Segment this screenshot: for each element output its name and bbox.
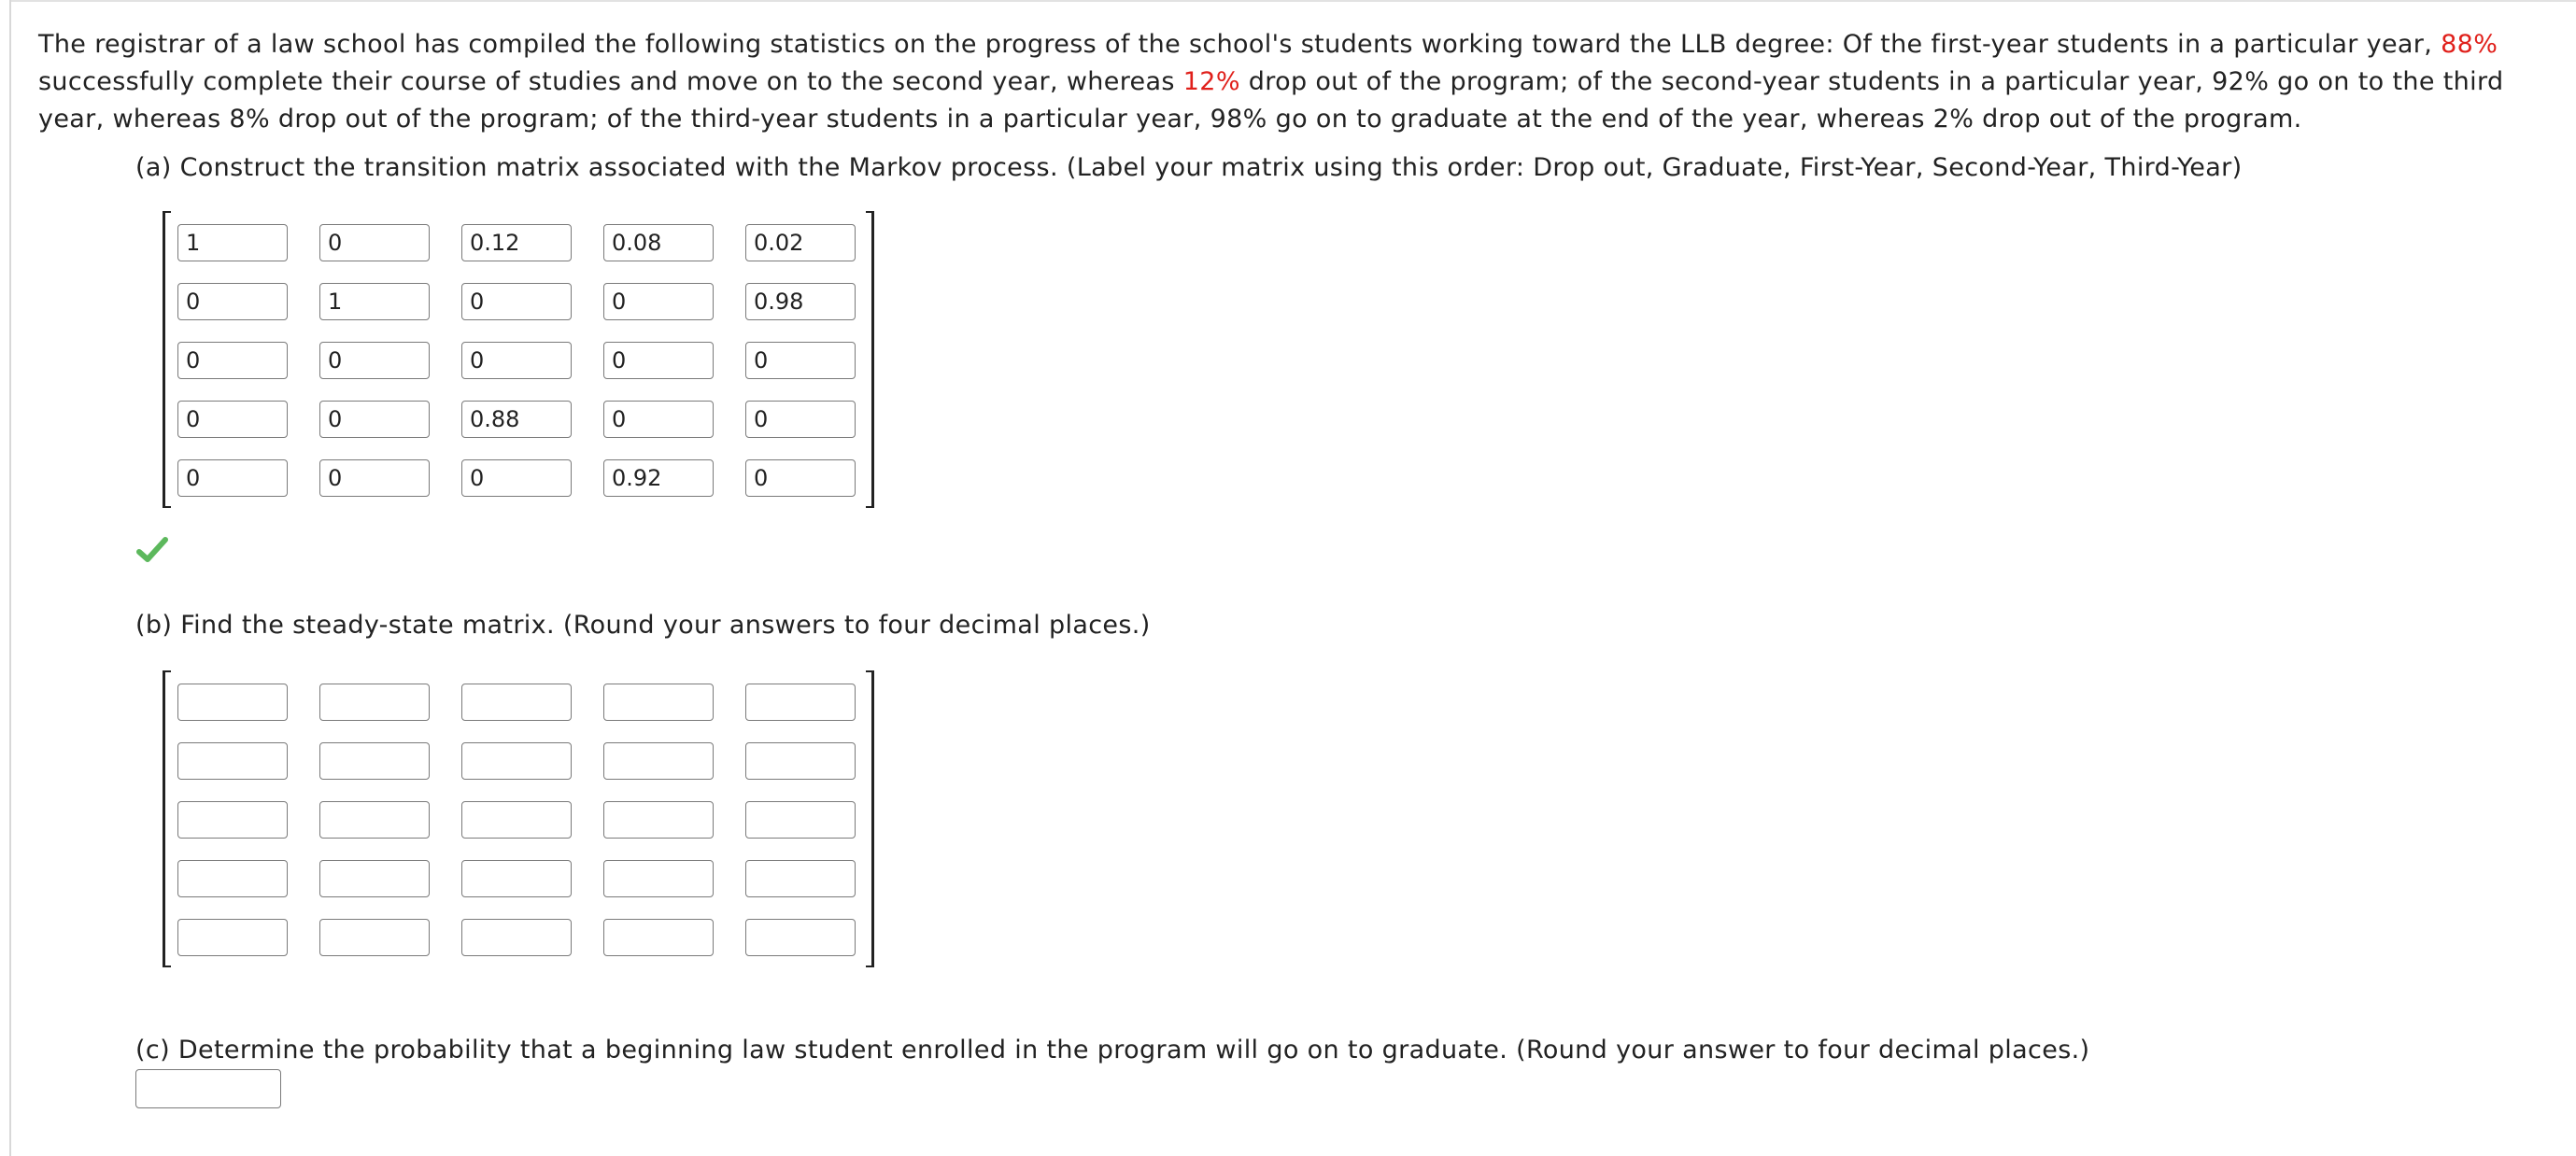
steady-state-cell-r5c5[interactable]	[745, 919, 856, 956]
steady-state-cell-r1c4[interactable]	[603, 684, 714, 721]
steady-state-cell-r5c2[interactable]	[319, 919, 430, 956]
steady-state-cell-r4c5[interactable]	[745, 860, 856, 897]
probability-answer-input[interactable]	[135, 1069, 281, 1108]
steady-state-cell-r3c1[interactable]	[177, 801, 288, 839]
steady-state-cell-r3c3[interactable]	[461, 801, 572, 839]
problem-text-1: The registrar of a law school has compiled the following statistics on the progress of the school's students working toward the LLB degree: Of the first-year students in a particular year,	[38, 30, 2442, 59]
transition-cell-r3c4[interactable]	[603, 342, 714, 379]
transition-cell-r2c1[interactable]	[177, 283, 288, 320]
highlight-pct-drop: 12%	[1182, 67, 1240, 96]
steady-state-cell-r2c1[interactable]	[177, 742, 288, 780]
matrix-right-bracket	[866, 670, 874, 967]
transition-cell-r4c2[interactable]	[319, 401, 430, 438]
left-border	[9, 0, 11, 1156]
matrix-left-bracket	[163, 670, 171, 967]
transition-cell-r5c5[interactable]	[745, 459, 856, 497]
transition-cell-r1c2[interactable]	[319, 224, 430, 261]
steady-state-cell-r4c2[interactable]	[319, 860, 430, 897]
part-c-label: (c) Determine the probability that a beginning law student enrolled in the program will go on to graduate. (Round your answer to four decimal places.)	[135, 1036, 2090, 1064]
matrix-left-bracket	[163, 211, 171, 508]
steady-state-cell-r4c1[interactable]	[177, 860, 288, 897]
top-border	[9, 0, 2576, 15]
steady-state-cell-r1c3[interactable]	[461, 684, 572, 721]
steady-state-cell-r4c3[interactable]	[461, 860, 572, 897]
matrix-right-bracket	[866, 211, 874, 508]
transition-cell-r4c3[interactable]	[461, 401, 572, 438]
transition-cell-r1c4[interactable]	[603, 224, 714, 261]
steady-state-cell-r2c4[interactable]	[603, 742, 714, 780]
problem-statement	[38, 26, 2560, 138]
steady-state-cell-r3c5[interactable]	[745, 801, 856, 839]
steady-state-cell-r1c1[interactable]	[177, 684, 288, 721]
transition-cell-r4c5[interactable]	[745, 401, 856, 438]
steady-state-cell-r3c2[interactable]	[319, 801, 430, 839]
steady-state-cell-r5c1[interactable]	[177, 919, 288, 956]
steady-state-cell-r2c3[interactable]	[461, 742, 572, 780]
steady-state-cell-r1c5[interactable]	[745, 684, 856, 721]
transition-matrix	[163, 211, 874, 506]
transition-cell-r2c4[interactable]	[603, 283, 714, 320]
steady-state-matrix	[163, 670, 874, 966]
transition-cell-r3c2[interactable]	[319, 342, 430, 379]
steady-state-cell-r4c4[interactable]	[603, 860, 714, 897]
transition-cell-r1c5[interactable]	[745, 224, 856, 261]
steady-state-cell-r2c5[interactable]	[745, 742, 856, 780]
transition-cell-r3c3[interactable]	[461, 342, 572, 379]
transition-cell-r3c5[interactable]	[745, 342, 856, 379]
check-icon	[136, 536, 168, 564]
transition-cell-r1c1[interactable]	[177, 224, 288, 261]
transition-cell-r3c1[interactable]	[177, 342, 288, 379]
transition-cell-r2c5[interactable]	[745, 283, 856, 320]
part-b-label: (b) Find the steady-state matrix. (Round your answers to four decimal places.)	[135, 611, 1151, 640]
transition-cell-r1c3[interactable]	[461, 224, 572, 261]
steady-state-cell-r3c4[interactable]	[603, 801, 714, 839]
transition-cell-r5c4[interactable]	[603, 459, 714, 497]
problem-text-2: successfully complete their course of studies and move on to the second year, whereas	[38, 67, 1183, 96]
transition-cell-r5c2[interactable]	[319, 459, 430, 497]
problem-text-3: drop out of the program; of the second-year students in a particular year, 92% go on to the third year, whereas 8% drop out of the program; of the third-year students in a particular year, 98% go on to graduate at the end of the year, whereas 2% drop out of the program.	[38, 67, 2504, 134]
transition-cell-r4c4[interactable]	[603, 401, 714, 438]
steady-state-cell-r5c4[interactable]	[603, 919, 714, 956]
transition-cell-r4c1[interactable]	[177, 401, 288, 438]
highlight-pct-continue: 88%	[2441, 30, 2498, 59]
transition-cell-r5c3[interactable]	[461, 459, 572, 497]
part-a-label: (a) Construct the transition matrix associated with the Markov process. (Label your matrix using this order: Drop out, Graduate, First-Year, Second-Year, Third-Year)	[135, 153, 2243, 182]
steady-state-cell-r5c3[interactable]	[461, 919, 572, 956]
transition-cell-r2c3[interactable]	[461, 283, 572, 320]
steady-state-cell-r1c2[interactable]	[319, 684, 430, 721]
transition-cell-r2c2[interactable]	[319, 283, 430, 320]
transition-cell-r5c1[interactable]	[177, 459, 288, 497]
steady-state-cell-r2c2[interactable]	[319, 742, 430, 780]
